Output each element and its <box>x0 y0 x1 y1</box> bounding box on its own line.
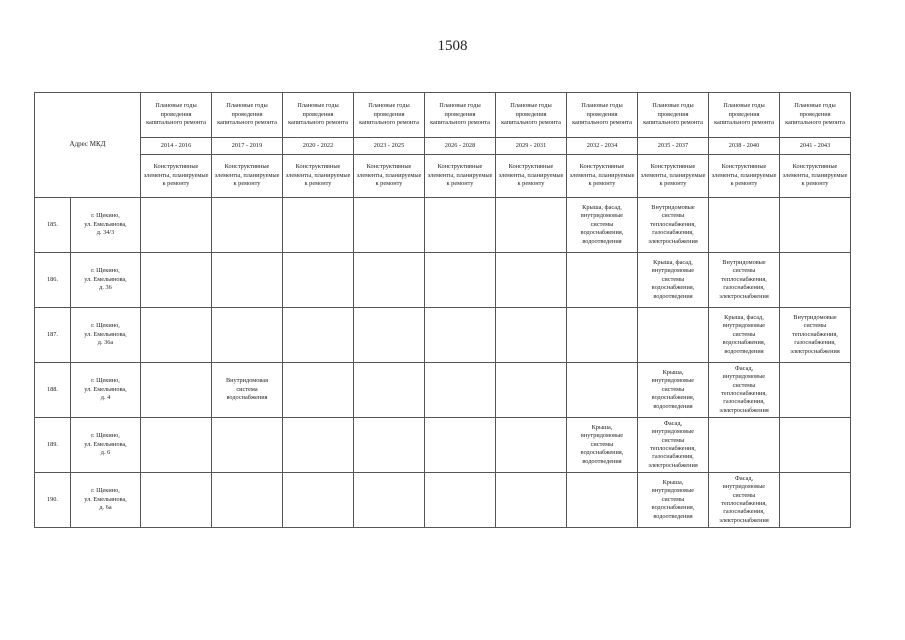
table-row <box>35 253 851 308</box>
element-cell <box>212 253 283 308</box>
element-cell <box>283 363 354 418</box>
element-cell <box>496 253 567 308</box>
planned-years-header: Плановые годы проведения капитального ремонта <box>567 93 638 138</box>
element-cell <box>141 363 212 418</box>
element-cell <box>354 308 425 363</box>
period-header: 2041 - 2043 <box>780 138 851 155</box>
element-cell <box>283 418 354 473</box>
element-cell <box>354 473 425 528</box>
address-cell <box>71 363 141 418</box>
address-cell <box>71 198 141 253</box>
header-row-elements <box>35 155 851 198</box>
element-cell <box>425 418 496 473</box>
address-text: г. Щекино, ул. Емельянова, д. 6 <box>84 432 127 457</box>
period-header: 2014 - 2016 <box>141 138 212 155</box>
element-cell <box>709 418 780 473</box>
element-text: Фасад, внутридомовые системы теплоснабжения, газоснабжения, электроснабжения <box>719 474 769 524</box>
element-cell <box>283 198 354 253</box>
table-body <box>35 93 851 528</box>
row-number: 190. <box>35 473 71 528</box>
element-cell <box>780 418 851 473</box>
element-cell <box>496 418 567 473</box>
element-cell <box>638 198 709 253</box>
planned-years-header: Плановые годы проведения капитального ремонта <box>496 93 567 138</box>
element-cell <box>780 363 851 418</box>
period-header: 2017 - 2019 <box>212 138 283 155</box>
element-cell <box>354 198 425 253</box>
planned-years-header: Плановые годы проведения капитального ремонта <box>283 93 354 138</box>
elements-header: Конструктивные элементы, планируемые к ремонту <box>283 155 354 198</box>
element-cell <box>425 198 496 253</box>
element-cell <box>283 253 354 308</box>
element-cell <box>780 473 851 528</box>
element-cell <box>567 253 638 308</box>
element-cell <box>141 308 212 363</box>
element-cell <box>141 418 212 473</box>
planned-years-header: Плановые годы проведения капитального ремонта <box>425 93 496 138</box>
row-number: 186. <box>35 253 71 308</box>
table-row <box>35 418 851 473</box>
element-cell <box>141 473 212 528</box>
element-cell <box>780 253 851 308</box>
address-header <box>35 93 141 198</box>
element-cell <box>638 308 709 363</box>
row-number: 189. <box>35 418 71 473</box>
element-cell <box>709 473 780 528</box>
element-cell <box>141 198 212 253</box>
address-text: г. Щекино, ул. Емельянова, д. 36 <box>84 267 127 292</box>
row-number: 185. <box>35 198 71 253</box>
element-cell <box>567 418 638 473</box>
elements-header: Конструктивные элементы, планируемые к ремонту <box>141 155 212 198</box>
planned-years-header: Плановые годы проведения капитального ремонта <box>141 93 212 138</box>
element-text: Крыша, внутридомовые системы водоснабжения, водоотведения <box>651 478 695 520</box>
header-row-planned-years <box>35 93 851 138</box>
period-header: 2020 - 2022 <box>283 138 354 155</box>
period-header: 2023 - 2025 <box>354 138 425 155</box>
element-text: Внутридомовая система водоснабжения <box>225 377 268 402</box>
element-cell <box>283 308 354 363</box>
element-cell <box>638 363 709 418</box>
address-text: г. Щекино, ул. Емельянова, д. 4 <box>84 377 127 402</box>
row-number: 188. <box>35 363 71 418</box>
planned-years-header: Плановые годы проведения капитального ремонта <box>709 93 780 138</box>
element-cell <box>638 253 709 308</box>
address-text: г. Щекино, ул. Емельянова, д. 36а <box>84 322 127 347</box>
repair-schedule-table <box>34 92 851 528</box>
element-cell <box>212 363 283 418</box>
address-text: г. Щекино, ул. Емельянова, д. 6а <box>84 487 127 512</box>
element-cell <box>283 473 354 528</box>
element-cell <box>212 418 283 473</box>
element-cell <box>354 253 425 308</box>
planned-years-header: Плановые годы проведения капитального ремонта <box>212 93 283 138</box>
element-text: Крыша, фасад, внутридомовые системы водоснабжения, водоотведения <box>651 258 695 300</box>
page-number: 1508 <box>437 38 468 54</box>
element-cell <box>709 253 780 308</box>
element-cell <box>496 198 567 253</box>
element-cell <box>567 308 638 363</box>
elements-header: Конструктивные элементы, планируемые к ремонту <box>709 155 780 198</box>
elements-header: Конструктивные элементы, планируемые к ремонту <box>354 155 425 198</box>
elements-header: Конструктивные элементы, планируемые к ремонту <box>780 155 851 198</box>
element-text: Фасад, внутридомовые системы теплоснабжения, газоснабжения, электроснабжения <box>719 364 769 414</box>
element-text: Крыша, фасад, внутридомовые системы водоснабжения, водоотведения <box>722 313 766 355</box>
address-cell <box>71 473 141 528</box>
planned-years-header: Плановые годы проведения капитального ремонта <box>780 93 851 138</box>
element-cell <box>567 473 638 528</box>
element-cell <box>141 253 212 308</box>
row-number: 187. <box>35 308 71 363</box>
address-cell <box>71 308 141 363</box>
element-cell <box>638 473 709 528</box>
table-row <box>35 198 851 253</box>
address-header-label: Адрес МКД <box>69 140 106 149</box>
element-text: Крыша, внутридомовые системы водоснабжения, водоотведения <box>651 368 695 410</box>
element-cell <box>567 198 638 253</box>
elements-header: Конструктивные элементы, планируемые к ремонту <box>425 155 496 198</box>
element-cell <box>354 418 425 473</box>
element-cell <box>709 363 780 418</box>
element-cell <box>496 308 567 363</box>
element-cell <box>425 308 496 363</box>
address-text: г. Щекино, ул. Емельянова, д. 34/3 <box>84 212 127 237</box>
element-text: Внутридомовые системы теплоснабжения, газоснабжения, электроснабжения <box>719 258 769 300</box>
planned-years-header: Плановые годы проведения капитального ремонта <box>638 93 709 138</box>
element-cell <box>496 473 567 528</box>
element-text: Крыша, внутридомовые системы водоснабжения, водоотведения <box>580 423 624 465</box>
elements-header: Конструктивные элементы, планируемые к ремонту <box>567 155 638 198</box>
element-cell <box>496 363 567 418</box>
address-cell <box>71 253 141 308</box>
element-cell <box>638 418 709 473</box>
element-cell <box>709 198 780 253</box>
element-text: Крыша, фасад, внутридомовые системы водоснабжения, водоотведения <box>580 203 624 245</box>
element-text: Внутридомовые системы теплоснабжения, газоснабжения, электроснабжения <box>790 313 840 355</box>
element-text: Фасад, внутридомовые системы теплоснабжения, газоснабжения, электроснабжения <box>648 419 698 469</box>
address-cell <box>71 418 141 473</box>
table-row <box>35 363 851 418</box>
element-text: Внутридомовые системы теплоснабжения, газоснабжения, электроснабжения <box>648 203 698 245</box>
period-header: 2026 - 2028 <box>425 138 496 155</box>
elements-header: Конструктивные элементы, планируемые к ремонту <box>496 155 567 198</box>
period-header: 2032 - 2034 <box>567 138 638 155</box>
element-cell <box>354 363 425 418</box>
header-row-periods <box>35 138 851 155</box>
element-cell <box>425 253 496 308</box>
period-header: 2038 - 2040 <box>709 138 780 155</box>
period-header: 2035 - 2037 <box>638 138 709 155</box>
element-cell <box>212 308 283 363</box>
element-cell <box>425 473 496 528</box>
planned-years-header: Плановые годы проведения капитального ремонта <box>354 93 425 138</box>
element-cell <box>212 473 283 528</box>
elements-header: Конструктивные элементы, планируемые к ремонту <box>212 155 283 198</box>
element-cell <box>425 363 496 418</box>
element-cell <box>709 308 780 363</box>
period-header: 2029 - 2031 <box>496 138 567 155</box>
element-cell <box>212 198 283 253</box>
element-cell <box>567 363 638 418</box>
element-cell <box>780 198 851 253</box>
table-row <box>35 308 851 363</box>
element-cell <box>780 308 851 363</box>
table-row <box>35 473 851 528</box>
elements-header: Конструктивные элементы, планируемые к ремонту <box>638 155 709 198</box>
